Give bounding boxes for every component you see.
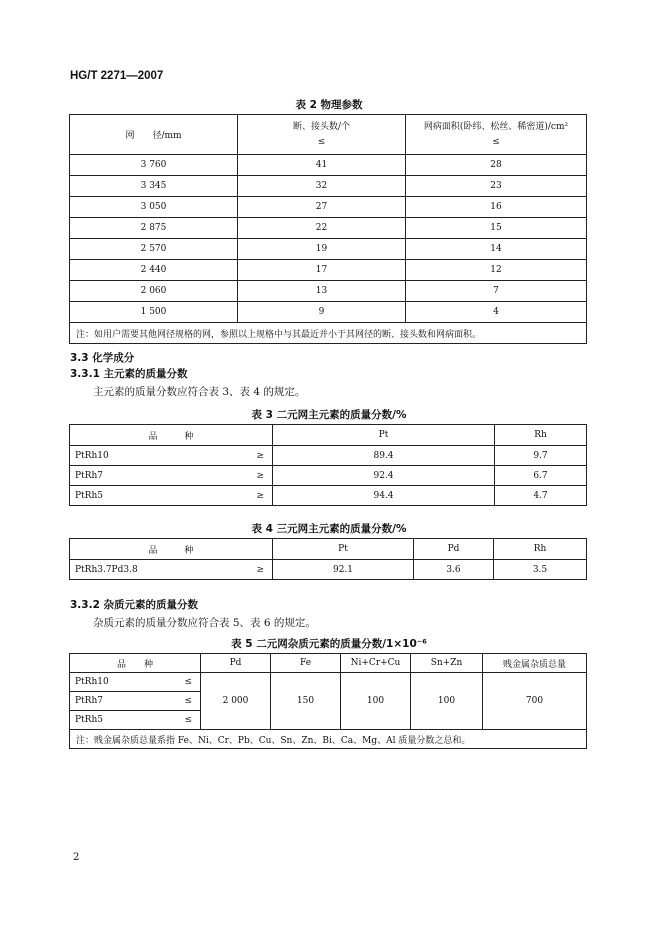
cell-diameter: 2 060 [70,281,238,302]
table-row [70,560,587,580]
cell-pt: 92.1 [273,560,414,580]
cell-variety: PtRh3.7Pd3.8 ≥ [70,560,273,580]
table-row [70,281,587,302]
cell-diameter: 3 050 [70,197,238,218]
table4-caption: 表 4 三元网主元素的质量分数/% [251,523,407,535]
cell-diameter: 1 500 [70,302,238,323]
table-row [70,197,587,218]
cell-pt: 89.4 [273,446,495,466]
table5-note: 注：贱金属杂质总量系指 Fe、Ni、Cr、Pb、Cu、Sn、Zn、Bi、Ca、Mg、Al 质量分数之总和。 [70,730,587,749]
cell-ni-cr-cu: 100 [341,673,411,730]
cell-variety: PtRh5 ≤ [70,711,201,730]
cell-defect: 7 [406,281,587,302]
table5-header-fe: Fe [271,654,341,673]
cell-base-total: 700 [483,673,587,730]
table-row [70,302,587,323]
page-number: 2 [73,852,80,863]
table-row [70,486,587,506]
cell-variety: PtRh10 ≤ [70,673,201,692]
table2-physical-parameters [69,114,587,344]
cell-diameter: 3 760 [70,155,238,176]
cell-breaks: 13 [238,281,406,302]
section-3-3-1-heading: 3.3.1 主元素的质量分数 [70,368,188,380]
table5-header-ni-cr-cu: Ni+Cr+Cu [341,654,411,673]
table4-header-pd: Pd [414,539,494,560]
table4-ternary-main-elements [69,538,587,580]
cell-diameter: 2 440 [70,260,238,281]
cell-defect: 28 [406,155,587,176]
cell-defect: 15 [406,218,587,239]
table-row [70,218,587,239]
table-row [70,260,587,281]
cell-rh: 6.7 [495,466,587,486]
cell-variety: PtRh7 ≤ [70,692,201,711]
cell-variety: PtRh10 ≥ [70,446,273,466]
cell-pt: 92.4 [273,466,495,486]
section-3-3-1-text: 主元素的质量分数应符合表 3、表 4 的规定。 [93,386,306,398]
cell-breaks: 9 [238,302,406,323]
table2-header-defect-area: 网病面积(卧纬、松丝、稀密道)/cm² ≤ [406,115,587,155]
cell-pt: 94.4 [273,486,495,506]
cell-diameter: 3 345 [70,176,238,197]
table5-header-base-total: 贱金属杂质总量 [483,654,587,673]
cell-defect: 23 [406,176,587,197]
table3-binary-main-elements [69,424,587,506]
table-row [70,176,587,197]
table5-caption: 表 5 二元网杂质元素的质量分数/1×10⁻⁶ [231,638,427,650]
cell-breaks: 22 [238,218,406,239]
table5-header-pd: Pd [201,654,271,673]
standard-code-header: HG/T 2271—2007 [70,70,164,82]
cell-rh: 4.7 [495,486,587,506]
cell-rh: 3.5 [494,560,587,580]
cell-defect: 14 [406,239,587,260]
table5-header-variety: 品 种 [70,654,201,673]
table3-caption: 表 3 二元网主元素的质量分数/% [251,409,407,421]
cell-diameter: 2 570 [70,239,238,260]
cell-rh: 9.7 [495,446,587,466]
table2-header-diameter: 网 径/mm [70,115,238,155]
cell-defect: 12 [406,260,587,281]
cell-variety: PtRh7 ≥ [70,466,273,486]
table5-header-sn-zn: Sn+Zn [411,654,483,673]
cell-defect: 16 [406,197,587,218]
table4-header-rh: Rh [494,539,587,560]
table-row [70,673,587,692]
cell-sn-zn: 100 [411,673,483,730]
table3-header-rh: Rh [495,425,587,446]
table-row [70,466,587,486]
cell-fe: 150 [271,673,341,730]
table-row [70,239,587,260]
cell-breaks: 17 [238,260,406,281]
table3-header-variety: 品 种 [70,425,273,446]
table2-note: 注：如用户需要其他网径规格的网，参照以上规格中与其最近并小于其网径的断、接头数和网病面积。 [70,323,587,344]
table2-caption: 表 2 物理参数 [295,99,363,111]
table-row [70,446,587,466]
section-3-3-2-heading: 3.3.2 杂质元素的质量分数 [70,599,199,611]
cell-diameter: 2 875 [70,218,238,239]
table4-header-pt: Pt [273,539,414,560]
table5-binary-impurity-elements [69,653,587,749]
section-3-3-2-text: 杂质元素的质量分数应符合表 5、表 6 的规定。 [93,617,316,629]
cell-breaks: 19 [238,239,406,260]
cell-defect: 4 [406,302,587,323]
table2-header-breaks: 断、接头数/个 ≤ [238,115,406,155]
cell-variety: PtRh5 ≥ [70,486,273,506]
table4-header-variety: 品 种 [70,539,273,560]
table-row [70,155,587,176]
cell-breaks: 27 [238,197,406,218]
table3-header-pt: Pt [273,425,495,446]
cell-pd: 3.6 [414,560,494,580]
section-3-3-heading: 3.3 化学成分 [70,352,135,364]
cell-pd: 2 000 [201,673,271,730]
cell-breaks: 41 [238,155,406,176]
cell-breaks: 32 [238,176,406,197]
